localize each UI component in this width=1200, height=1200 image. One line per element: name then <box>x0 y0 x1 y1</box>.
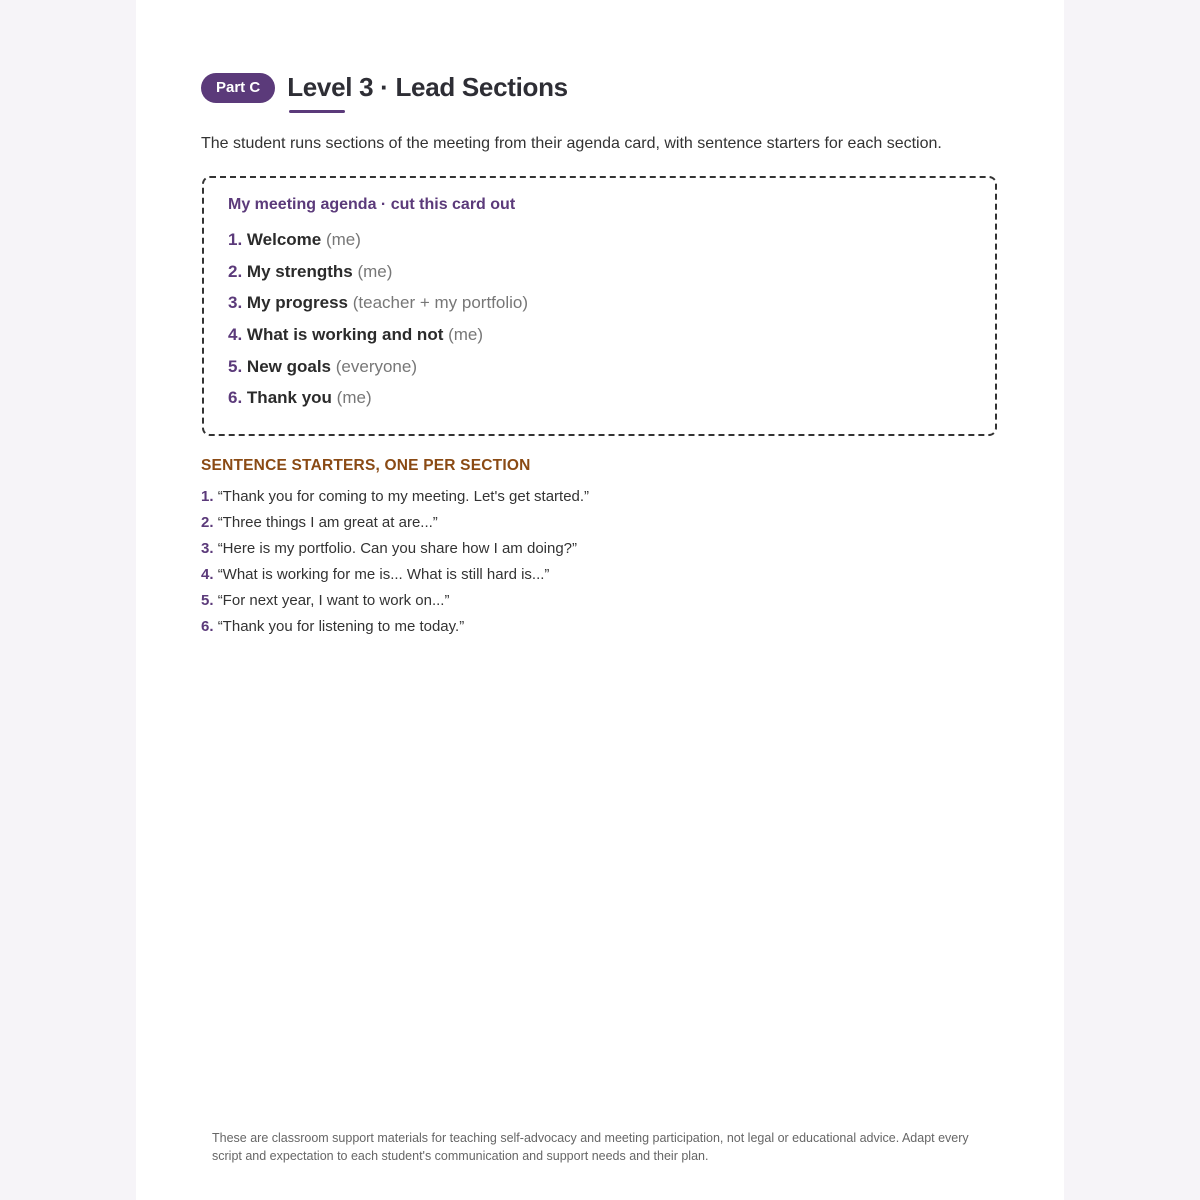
starter-item <box>201 565 589 591</box>
starter-text: “Here is my portfolio. Can you share how I am doing?” <box>217 540 578 557</box>
agenda-item-label: My strengths <box>246 261 353 281</box>
agenda-item-number: 4. <box>228 325 243 345</box>
page-header <box>201 72 568 103</box>
starter-number: 1. <box>201 488 214 505</box>
starter-item <box>201 487 589 513</box>
sentence-starters-list <box>201 487 589 643</box>
agenda-item <box>228 262 995 294</box>
worksheet-page <box>136 0 1064 1200</box>
agenda-card <box>202 176 997 436</box>
agenda-item <box>228 325 995 357</box>
starter-text: “Thank you for listening to me today.” <box>217 618 465 635</box>
agenda-card-title: My meeting agenda · cut this card out <box>228 196 516 213</box>
agenda-item-who: (me) <box>325 230 361 249</box>
agenda-item-who: (everyone) <box>335 356 418 376</box>
starter-item <box>201 591 589 617</box>
agenda-item-number: 6. <box>228 388 243 408</box>
starter-item <box>201 513 589 539</box>
starter-item <box>201 617 589 643</box>
starter-text: “For next year, I want to work on...” <box>217 592 450 609</box>
starter-text: “Thank you for coming to my meeting. Let's get started.” <box>217 488 590 505</box>
title-underline <box>289 110 345 113</box>
sentence-starters-heading: SENTENCE STARTERS, ONE PER SECTION <box>201 457 531 474</box>
agenda-item <box>228 357 995 389</box>
agenda-item-who: (me) <box>448 325 484 345</box>
starter-text: “Three things I am great at are...” <box>217 514 438 531</box>
starter-number: 4. <box>201 566 214 583</box>
agenda-item-label: New goals <box>246 356 332 376</box>
intro-text: The student runs sections of the meeting from their agenda card, with sentence starters for each section. <box>201 135 942 152</box>
agenda-item-number: 1. <box>228 230 243 249</box>
starter-item <box>201 539 589 565</box>
agenda-item <box>228 388 995 420</box>
agenda-item-who: (teacher + my portfolio) <box>352 293 529 313</box>
agenda-item-number: 5. <box>228 356 243 376</box>
agenda-item-who: (me) <box>336 388 372 408</box>
starter-number: 3. <box>201 540 214 557</box>
agenda-list <box>228 230 995 420</box>
page-title: Level 3 · Lead Sections <box>287 72 568 102</box>
agenda-item-label: My progress <box>246 293 349 313</box>
starter-text: “What is working for me is... What is still hard is...” <box>217 566 550 583</box>
starter-number: 5. <box>201 592 214 609</box>
part-badge: Part C <box>201 73 275 103</box>
agenda-item-number: 3. <box>228 293 243 313</box>
agenda-item-label: What is working and not <box>246 325 444 345</box>
disclaimer-footer: These are classroom support materials for teaching self-advocacy and meeting participation, not legal or educational advice. Adapt every script and expectation to each student's communication and support needs and their plan. <box>212 1131 969 1163</box>
starter-number: 6. <box>201 618 214 635</box>
agenda-item-who: (me) <box>357 261 393 281</box>
agenda-item-label: Thank you <box>246 388 332 408</box>
agenda-item <box>228 230 995 262</box>
agenda-item-label: Welcome <box>246 230 322 249</box>
starter-number: 2. <box>201 514 214 531</box>
agenda-item <box>228 293 995 325</box>
agenda-item-number: 2. <box>228 261 243 281</box>
